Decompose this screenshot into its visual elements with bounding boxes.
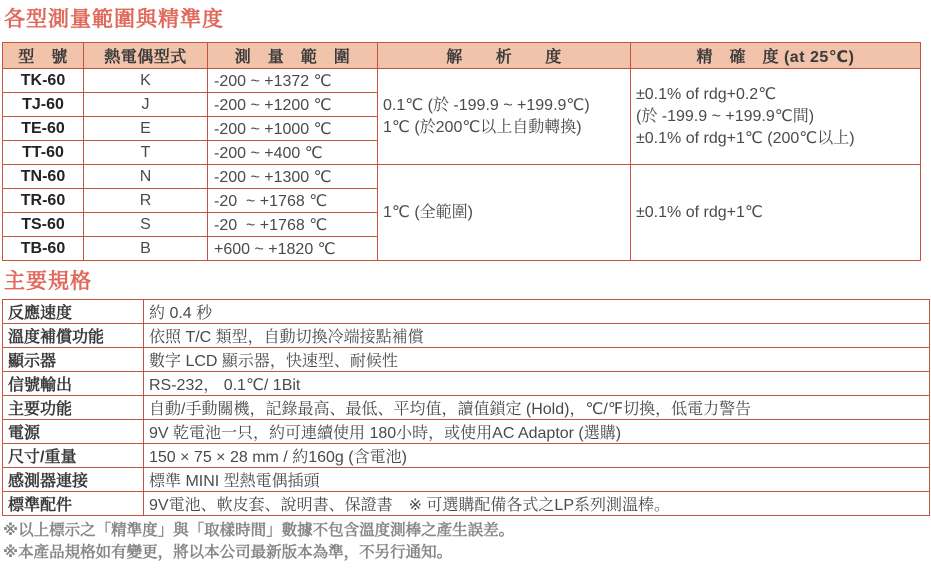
- spec-value: 150 × 75 × 28 mm / 約160g (含電池): [144, 444, 930, 468]
- table-row: [3, 324, 930, 348]
- range-cell: -200 ~ +1372 ℃: [208, 69, 378, 93]
- table-row: [3, 492, 930, 516]
- model-cell: TK-60: [3, 69, 84, 93]
- thermocouple-type-cell: E: [84, 117, 208, 141]
- spec-value: 依照 T/C 類型，自動切換冷端接點補償: [144, 324, 930, 348]
- resolution-cell-group1: [378, 69, 631, 165]
- resolution-cell-group2: [378, 165, 631, 261]
- thermocouple-type-cell: T: [84, 141, 208, 165]
- table-row: [3, 69, 921, 93]
- spec-label: 信號輸出: [3, 372, 144, 396]
- table-row: [3, 300, 930, 324]
- col-header-resolution: 解 析 度: [378, 43, 631, 69]
- range-cell: -200 ~ +1300 ℃: [208, 165, 378, 189]
- section-title-ranges: 各型測量範圍與精準度: [4, 8, 224, 31]
- footnotes: [3, 520, 931, 563]
- spec-label: 主要功能: [3, 396, 144, 420]
- spec-value: 自動/手動關機，記錄最高、最低、平均值，讀值鎖定 (Hold)，℃/℉切換，低電力警告: [144, 396, 930, 420]
- col-header-model: 型 號: [3, 43, 84, 69]
- col-header-range: 測 量 範 圍: [208, 43, 378, 69]
- range-cell: -200 ~ +400 ℃: [208, 141, 378, 165]
- spec-label: 顯示器: [3, 348, 144, 372]
- range-cell: -20 ~ +1768 ℃: [208, 213, 378, 237]
- accuracy-cell-group1: [631, 69, 921, 165]
- thermocouple-type-cell: B: [84, 237, 208, 261]
- spec-value: 標準 MINI 型熱電偶插頭: [144, 468, 930, 492]
- accuracy-line: ±0.1% of rdg+1℃ (200℃以上): [636, 129, 855, 147]
- model-cell: TB-60: [3, 237, 84, 261]
- range-accuracy-table: [2, 42, 921, 261]
- spec-label: 標準配件: [3, 492, 144, 516]
- resolution-line: 1℃ (全範圍): [383, 203, 473, 221]
- footnote-accuracy-disclaimer: ※以上標示之「精準度」與「取樣時間」數據不包含溫度測棒之產生誤差。: [3, 522, 515, 539]
- table-row: [3, 348, 930, 372]
- range-cell: +600 ~ +1820 ℃: [208, 237, 378, 261]
- model-cell: TJ-60: [3, 93, 84, 117]
- model-cell: TN-60: [3, 165, 84, 189]
- table-row: [3, 420, 930, 444]
- spec-label: 溫度補償功能: [3, 324, 144, 348]
- thermocouple-type-cell: S: [84, 213, 208, 237]
- col-header-thermocouple-type: 熱電偶型式: [84, 43, 208, 69]
- range-cell: -200 ~ +1000 ℃: [208, 117, 378, 141]
- range-cell: -20 ~ +1768 ℃: [208, 189, 378, 213]
- model-cell: TS-60: [3, 213, 84, 237]
- main-spec-table: [2, 299, 930, 516]
- range-cell: -200 ~ +1200 ℃: [208, 93, 378, 117]
- spec-value: 數字 LCD 顯示器，快速型、耐候性: [144, 348, 930, 372]
- model-cell: TE-60: [3, 117, 84, 141]
- accuracy-cell-group2: [631, 165, 921, 261]
- table-row: [3, 444, 930, 468]
- resolution-line: 1℃ (於200℃以上自動轉換): [383, 118, 582, 136]
- spec-value: RS-232， 0.1℃/ 1Bit: [144, 372, 930, 396]
- thermocouple-type-cell: R: [84, 189, 208, 213]
- accuracy-line: ±0.1% of rdg+0.2℃: [636, 85, 777, 103]
- spec-value: 約 0.4 秒: [144, 300, 930, 324]
- model-cell: TR-60: [3, 189, 84, 213]
- spec-value: 9V 乾電池一只，約可連續使用 180小時，或使用AC Adaptor (選購): [144, 420, 930, 444]
- spec-label: 尺寸/重量: [3, 444, 144, 468]
- accuracy-line: ±0.1% of rdg+1℃: [636, 203, 763, 221]
- resolution-line: 0.1℃ (於 -199.9 ~ +199.9℃): [383, 96, 590, 114]
- spec-label: 反應速度: [3, 300, 144, 324]
- accuracy-line: (於 -199.9 ~ +199.9℃間): [636, 107, 815, 125]
- table-row: [3, 468, 930, 492]
- thermocouple-type-cell: J: [84, 93, 208, 117]
- col-header-accuracy: 精 確 度 (at 25℃): [631, 43, 921, 69]
- header-row: [3, 43, 921, 69]
- footnote-spec-change-notice: ※本產品規格如有變更，將以本公司最新版本為準，不另行通知。: [3, 543, 453, 561]
- spec-sheet: [0, 6, 931, 563]
- table-row: [3, 165, 921, 189]
- table-row: [3, 396, 930, 420]
- spec-value: 9V電池、軟皮套、說明書、保證書 ※ 可選購配備各式之LP系列測溫棒。: [144, 492, 930, 516]
- spec-label: 感測器連接: [3, 468, 144, 492]
- spec-label: 電源: [3, 420, 144, 444]
- thermocouple-type-cell: N: [84, 165, 208, 189]
- model-cell: TT-60: [3, 141, 84, 165]
- table-row: [3, 372, 930, 396]
- section-title-specs: 主要規格: [4, 270, 92, 293]
- thermocouple-type-cell: K: [84, 69, 208, 93]
